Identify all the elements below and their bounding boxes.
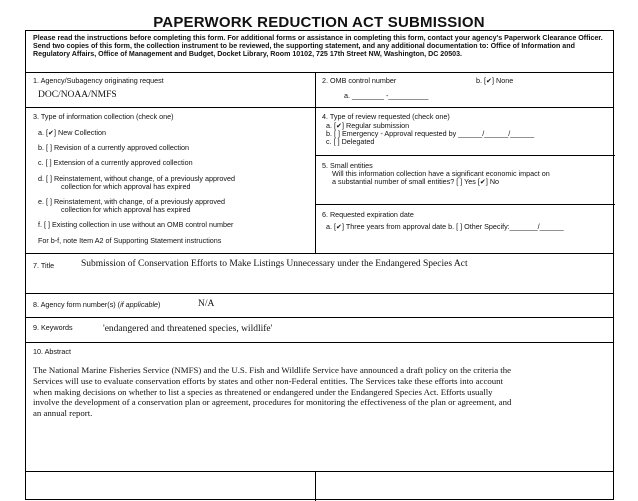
divider — [315, 155, 615, 156]
submission-form — [25, 30, 614, 500]
instructions-text: Please read the instructions before completing this form. For additional forms or assistance in completing this form, contact your agency's Paperwork Clearance Officer. Send two copies of this form, the collection instrument to be reviewed, the supporting statement, and any additional documentation to: Office of Information and Regulatory Affairs, Office of Management and Budget, Docket Library, Room 10102, 725 17th Street NW, Washington, DC 20503. — [33, 34, 603, 58]
abstract-line: Services will use to evaluate conservation efforts by states and other non-Federal entities. The Services take these efforts into account — [33, 375, 503, 386]
omb-none-checkbox[interactable]: b. [✔] None — [476, 76, 514, 85]
small-entities-question: Will this information collection have a significant economic impact on — [332, 169, 550, 178]
divider — [26, 107, 613, 108]
abstract-line: when making decisions on whether to list a species as threatened or endangered under the Endangered Species Act. Efforts usually — [33, 386, 493, 397]
option-existing[interactable]: f. [ ] Existing collection in use without an OMB control number — [38, 220, 234, 229]
option-extension[interactable]: c. [ ] Extension of a currently approved collection — [38, 158, 193, 167]
agency-value: DOC/NOAA/NMFS — [38, 90, 117, 100]
divider — [26, 293, 613, 294]
divider — [26, 317, 613, 318]
abstract-line: an annual report. — [33, 408, 93, 419]
expiration-label: 6. Requested expiration date — [322, 210, 414, 219]
divider — [26, 342, 613, 343]
divider — [26, 72, 613, 73]
omb-number-field[interactable]: a. ________ -__________ — [344, 91, 429, 100]
title-value: Submission of Conservation Efforts to Make Listings Unnecessary under the Endangered Species Act — [81, 259, 468, 269]
option-reinstate-no-change-cont: collection for which approval has expired — [61, 182, 191, 191]
review-regular[interactable]: a. [✔] Regular submission — [326, 121, 410, 130]
collection-note: For b-f, note Item A2 of Supporting Statement instructions — [38, 236, 222, 245]
divider — [26, 253, 613, 254]
column-divider — [315, 72, 316, 253]
divider — [315, 204, 615, 205]
form-number-value: N/A — [198, 299, 215, 309]
keywords-label: 9. Keywords — [33, 323, 73, 332]
review-type-label: 4. Type of review requested (check one) — [322, 112, 450, 121]
divider — [26, 471, 613, 472]
abstract-label: 10. Abstract — [33, 347, 71, 356]
option-new-collection[interactable]: a. [✔] New Collection — [38, 128, 106, 137]
keywords-value: 'endangered and threatened species, wildlife' — [103, 324, 273, 334]
review-delegated[interactable]: c. [ ] Delegated — [326, 137, 375, 146]
expiration-options[interactable]: a. [✔] Three years from approval date b. [ ] Other Specify:_______/______ — [326, 222, 564, 231]
abstract-text — [33, 365, 605, 419]
omb-label: 2. OMB control number — [322, 76, 397, 85]
collection-type-label: 3. Type of information collection (check one) — [33, 112, 174, 121]
option-reinstate-change-cont: collection for which approval has expired — [61, 205, 191, 214]
title-label: 7. Title — [33, 261, 55, 270]
abstract-line: involve the development of a conservation plan or agreement, procedures for monitoring the effectiveness of the plan or agreement, and — [33, 397, 512, 408]
small-entities-answer[interactable]: a substantial number of small entities? [ ] Yes [✔] No — [332, 177, 500, 186]
small-entities-label: 5. Small entities — [322, 161, 373, 170]
column-divider — [315, 471, 316, 501]
form-title: PAPERWORK REDUCTION ACT SUBMISSION — [153, 14, 485, 31]
review-emergency[interactable]: b. [ ] Emergency - Approval requested by ______/______/______ — [326, 129, 535, 138]
option-reinstate-no-change[interactable]: d. [ ] Reinstatement, without change, of a previously approved — [38, 174, 235, 183]
abstract-line: The National Marine Fisheries Service (NMFS) and the U.S. Fish and Wildlife Service have announced a draft policy on the criteria the — [33, 365, 512, 375]
agency-label: 1. Agency/Subagency originating request — [33, 76, 164, 85]
form-number-label: 8. Agency form number(s) (if applicable) — [33, 300, 161, 309]
option-reinstate-change[interactable]: e. [ ] Reinstatement, with change, of a previously approved — [38, 197, 225, 206]
option-revision[interactable]: b. [ ] Revision of a currently approved collection — [38, 143, 190, 152]
